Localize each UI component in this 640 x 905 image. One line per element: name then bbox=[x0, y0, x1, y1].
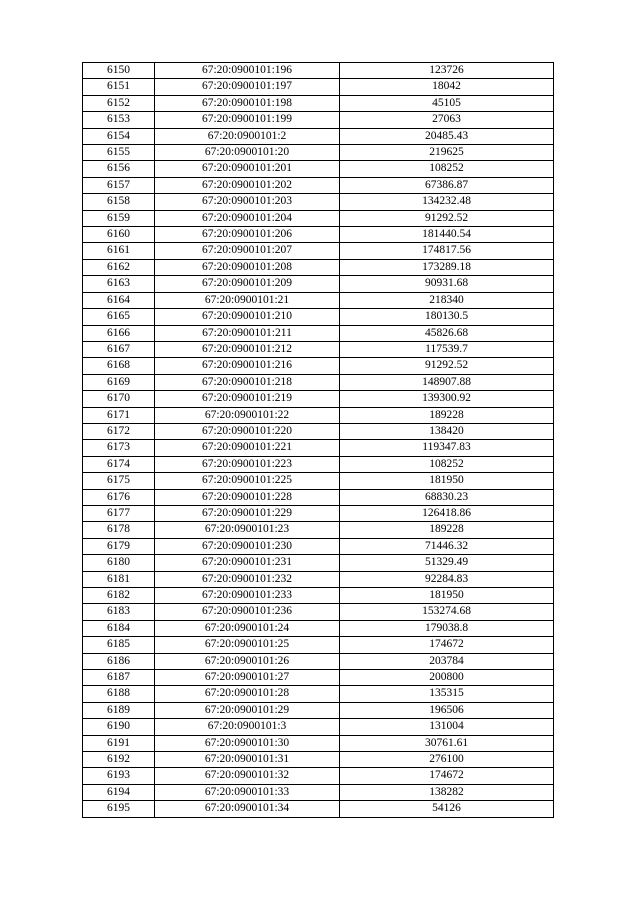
table-row bbox=[83, 801, 554, 817]
row-number-cell: 6172 bbox=[83, 423, 155, 439]
cadastral-number-cell: 67:20:0900101:201 bbox=[155, 161, 340, 177]
value-cell: 117539.7 bbox=[340, 341, 554, 357]
value-cell: 27063 bbox=[340, 112, 554, 128]
row-number-cell: 6186 bbox=[83, 653, 155, 669]
value-cell: 30761.61 bbox=[340, 735, 554, 751]
cadastral-number-cell: 67:20:0900101:207 bbox=[155, 243, 340, 259]
row-number-cell: 6187 bbox=[83, 670, 155, 686]
table-row bbox=[83, 653, 554, 669]
cadastral-number-cell: 67:20:0900101:223 bbox=[155, 456, 340, 472]
table-row bbox=[83, 686, 554, 702]
row-number-cell: 6168 bbox=[83, 358, 155, 374]
cadastral-number-cell: 67:20:0900101:229 bbox=[155, 505, 340, 521]
row-number-cell: 6152 bbox=[83, 95, 155, 111]
row-number-cell: 6163 bbox=[83, 276, 155, 292]
table-row bbox=[83, 588, 554, 604]
table-row bbox=[83, 243, 554, 259]
value-cell: 131004 bbox=[340, 719, 554, 735]
cadastral-number-cell: 67:20:0900101:22 bbox=[155, 407, 340, 423]
table-row bbox=[83, 505, 554, 521]
cadastral-number-cell: 67:20:0900101:21 bbox=[155, 292, 340, 308]
cadastral-number-cell: 67:20:0900101:26 bbox=[155, 653, 340, 669]
cadastral-number-cell: 67:20:0900101:228 bbox=[155, 489, 340, 505]
cadastral-number-cell: 67:20:0900101:32 bbox=[155, 768, 340, 784]
cadastral-number-cell: 67:20:0900101:31 bbox=[155, 752, 340, 768]
cadastral-number-cell: 67:20:0900101:202 bbox=[155, 177, 340, 193]
row-number-cell: 6188 bbox=[83, 686, 155, 702]
cadastral-number-cell: 67:20:0900101:23 bbox=[155, 522, 340, 538]
table-row bbox=[83, 768, 554, 784]
row-number-cell: 6179 bbox=[83, 538, 155, 554]
table-row bbox=[83, 620, 554, 636]
cadastral-number-cell: 67:20:0900101:197 bbox=[155, 79, 340, 95]
table-row bbox=[83, 522, 554, 538]
value-cell: 138282 bbox=[340, 784, 554, 800]
table-row bbox=[83, 702, 554, 718]
table-body bbox=[83, 63, 554, 818]
cadastral-number-cell: 67:20:0900101:210 bbox=[155, 309, 340, 325]
value-cell: 108252 bbox=[340, 456, 554, 472]
value-cell: 67386.87 bbox=[340, 177, 554, 193]
value-cell: 138420 bbox=[340, 423, 554, 439]
row-number-cell: 6164 bbox=[83, 292, 155, 308]
table-row bbox=[83, 604, 554, 620]
table-row bbox=[83, 309, 554, 325]
cadastral-number-cell: 67:20:0900101:203 bbox=[155, 194, 340, 210]
value-cell: 276100 bbox=[340, 752, 554, 768]
row-number-cell: 6150 bbox=[83, 63, 155, 79]
row-number-cell: 6180 bbox=[83, 555, 155, 571]
row-number-cell: 6183 bbox=[83, 604, 155, 620]
cadastral-number-cell: 67:20:0900101:209 bbox=[155, 276, 340, 292]
cadastral-number-cell: 67:20:0900101:2 bbox=[155, 128, 340, 144]
table-row bbox=[83, 79, 554, 95]
row-number-cell: 6160 bbox=[83, 227, 155, 243]
cadastral-number-cell: 67:20:0900101:199 bbox=[155, 112, 340, 128]
value-cell: 90931.68 bbox=[340, 276, 554, 292]
value-cell: 189228 bbox=[340, 407, 554, 423]
row-number-cell: 6158 bbox=[83, 194, 155, 210]
value-cell: 179038.8 bbox=[340, 620, 554, 636]
row-number-cell: 6174 bbox=[83, 456, 155, 472]
cadastral-number-cell: 67:20:0900101:34 bbox=[155, 801, 340, 817]
row-number-cell: 6190 bbox=[83, 719, 155, 735]
table-row bbox=[83, 571, 554, 587]
row-number-cell: 6169 bbox=[83, 374, 155, 390]
cadastral-number-cell: 67:20:0900101:28 bbox=[155, 686, 340, 702]
value-cell: 174672 bbox=[340, 637, 554, 653]
row-number-cell: 6185 bbox=[83, 637, 155, 653]
row-number-cell: 6157 bbox=[83, 177, 155, 193]
row-number-cell: 6162 bbox=[83, 259, 155, 275]
table-row bbox=[83, 210, 554, 226]
cadastral-number-cell: 67:20:0900101:212 bbox=[155, 341, 340, 357]
value-cell: 174817.56 bbox=[340, 243, 554, 259]
table-row bbox=[83, 391, 554, 407]
value-cell: 196506 bbox=[340, 702, 554, 718]
table-row bbox=[83, 735, 554, 751]
table-row bbox=[83, 473, 554, 489]
table-row bbox=[83, 752, 554, 768]
row-number-cell: 6189 bbox=[83, 702, 155, 718]
cadastral-number-cell: 67:20:0900101:3 bbox=[155, 719, 340, 735]
row-number-cell: 6166 bbox=[83, 325, 155, 341]
value-cell: 153274.68 bbox=[340, 604, 554, 620]
row-number-cell: 6195 bbox=[83, 801, 155, 817]
table-row bbox=[83, 259, 554, 275]
table-row bbox=[83, 784, 554, 800]
row-number-cell: 6182 bbox=[83, 588, 155, 604]
table-row bbox=[83, 227, 554, 243]
value-cell: 203784 bbox=[340, 653, 554, 669]
table-row bbox=[83, 177, 554, 193]
table-row bbox=[83, 637, 554, 653]
row-number-cell: 6173 bbox=[83, 440, 155, 456]
value-cell: 174672 bbox=[340, 768, 554, 784]
value-cell: 181440.54 bbox=[340, 227, 554, 243]
value-cell: 126418.86 bbox=[340, 505, 554, 521]
value-cell: 91292.52 bbox=[340, 210, 554, 226]
table-row bbox=[83, 292, 554, 308]
table-row bbox=[83, 456, 554, 472]
cadastral-number-cell: 67:20:0900101:196 bbox=[155, 63, 340, 79]
cadastral-number-cell: 67:20:0900101:220 bbox=[155, 423, 340, 439]
row-number-cell: 6175 bbox=[83, 473, 155, 489]
row-number-cell: 6178 bbox=[83, 522, 155, 538]
cadastral-number-cell: 67:20:0900101:232 bbox=[155, 571, 340, 587]
row-number-cell: 6167 bbox=[83, 341, 155, 357]
cadastral-value-table bbox=[82, 62, 554, 818]
value-cell: 45826.68 bbox=[340, 325, 554, 341]
value-cell: 45105 bbox=[340, 95, 554, 111]
table-row bbox=[83, 719, 554, 735]
cadastral-number-cell: 67:20:0900101:27 bbox=[155, 670, 340, 686]
row-number-cell: 6192 bbox=[83, 752, 155, 768]
row-number-cell: 6181 bbox=[83, 571, 155, 587]
table-row bbox=[83, 341, 554, 357]
value-cell: 18042 bbox=[340, 79, 554, 95]
row-number-cell: 6184 bbox=[83, 620, 155, 636]
cadastral-number-cell: 67:20:0900101:204 bbox=[155, 210, 340, 226]
value-cell: 219625 bbox=[340, 145, 554, 161]
row-number-cell: 6177 bbox=[83, 505, 155, 521]
table-row bbox=[83, 423, 554, 439]
row-number-cell: 6191 bbox=[83, 735, 155, 751]
row-number-cell: 6193 bbox=[83, 768, 155, 784]
cadastral-number-cell: 67:20:0900101:198 bbox=[155, 95, 340, 111]
value-cell: 51329.49 bbox=[340, 555, 554, 571]
value-cell: 173289.18 bbox=[340, 259, 554, 275]
value-cell: 71446.32 bbox=[340, 538, 554, 554]
cadastral-number-cell: 67:20:0900101:211 bbox=[155, 325, 340, 341]
cadastral-number-cell: 67:20:0900101:206 bbox=[155, 227, 340, 243]
row-number-cell: 6170 bbox=[83, 391, 155, 407]
row-number-cell: 6161 bbox=[83, 243, 155, 259]
cadastral-number-cell: 67:20:0900101:216 bbox=[155, 358, 340, 374]
value-cell: 181950 bbox=[340, 473, 554, 489]
cadastral-number-cell: 67:20:0900101:20 bbox=[155, 145, 340, 161]
table-row bbox=[83, 489, 554, 505]
table-row bbox=[83, 670, 554, 686]
cadastral-number-cell: 67:20:0900101:30 bbox=[155, 735, 340, 751]
table-row bbox=[83, 407, 554, 423]
value-cell: 218340 bbox=[340, 292, 554, 308]
row-number-cell: 6194 bbox=[83, 784, 155, 800]
table-row bbox=[83, 95, 554, 111]
cadastral-number-cell: 67:20:0900101:33 bbox=[155, 784, 340, 800]
cadastral-number-cell: 67:20:0900101:225 bbox=[155, 473, 340, 489]
table-row bbox=[83, 276, 554, 292]
table-row bbox=[83, 374, 554, 390]
table-row bbox=[83, 325, 554, 341]
cadastral-number-cell: 67:20:0900101:25 bbox=[155, 637, 340, 653]
value-cell: 123726 bbox=[340, 63, 554, 79]
cadastral-number-cell: 67:20:0900101:236 bbox=[155, 604, 340, 620]
table-row bbox=[83, 63, 554, 79]
row-number-cell: 6153 bbox=[83, 112, 155, 128]
row-number-cell: 6176 bbox=[83, 489, 155, 505]
value-cell: 54126 bbox=[340, 801, 554, 817]
value-cell: 119347.83 bbox=[340, 440, 554, 456]
row-number-cell: 6154 bbox=[83, 128, 155, 144]
value-cell: 181950 bbox=[340, 588, 554, 604]
value-cell: 148907.88 bbox=[340, 374, 554, 390]
value-cell: 134232.48 bbox=[340, 194, 554, 210]
cadastral-number-cell: 67:20:0900101:208 bbox=[155, 259, 340, 275]
table-row bbox=[83, 538, 554, 554]
cadastral-number-cell: 67:20:0900101:233 bbox=[155, 588, 340, 604]
cadastral-number-cell: 67:20:0900101:24 bbox=[155, 620, 340, 636]
row-number-cell: 6165 bbox=[83, 309, 155, 325]
value-cell: 139300.92 bbox=[340, 391, 554, 407]
value-cell: 200800 bbox=[340, 670, 554, 686]
value-cell: 180130.5 bbox=[340, 309, 554, 325]
value-cell: 189228 bbox=[340, 522, 554, 538]
row-number-cell: 6171 bbox=[83, 407, 155, 423]
value-cell: 108252 bbox=[340, 161, 554, 177]
row-number-cell: 6151 bbox=[83, 79, 155, 95]
row-number-cell: 6159 bbox=[83, 210, 155, 226]
table-row bbox=[83, 194, 554, 210]
cadastral-number-cell: 67:20:0900101:221 bbox=[155, 440, 340, 456]
row-number-cell: 6155 bbox=[83, 145, 155, 161]
cadastral-number-cell: 67:20:0900101:230 bbox=[155, 538, 340, 554]
table-row bbox=[83, 555, 554, 571]
row-number-cell: 6156 bbox=[83, 161, 155, 177]
cadastral-number-cell: 67:20:0900101:219 bbox=[155, 391, 340, 407]
value-cell: 92284.83 bbox=[340, 571, 554, 587]
cadastral-number-cell: 67:20:0900101:218 bbox=[155, 374, 340, 390]
table-row bbox=[83, 128, 554, 144]
value-cell: 91292.52 bbox=[340, 358, 554, 374]
table-row bbox=[83, 145, 554, 161]
table-row bbox=[83, 358, 554, 374]
value-cell: 135315 bbox=[340, 686, 554, 702]
value-cell: 68830.23 bbox=[340, 489, 554, 505]
cadastral-number-cell: 67:20:0900101:29 bbox=[155, 702, 340, 718]
table-row bbox=[83, 161, 554, 177]
table-row bbox=[83, 112, 554, 128]
value-cell: 20485.43 bbox=[340, 128, 554, 144]
cadastral-number-cell: 67:20:0900101:231 bbox=[155, 555, 340, 571]
table-row bbox=[83, 440, 554, 456]
